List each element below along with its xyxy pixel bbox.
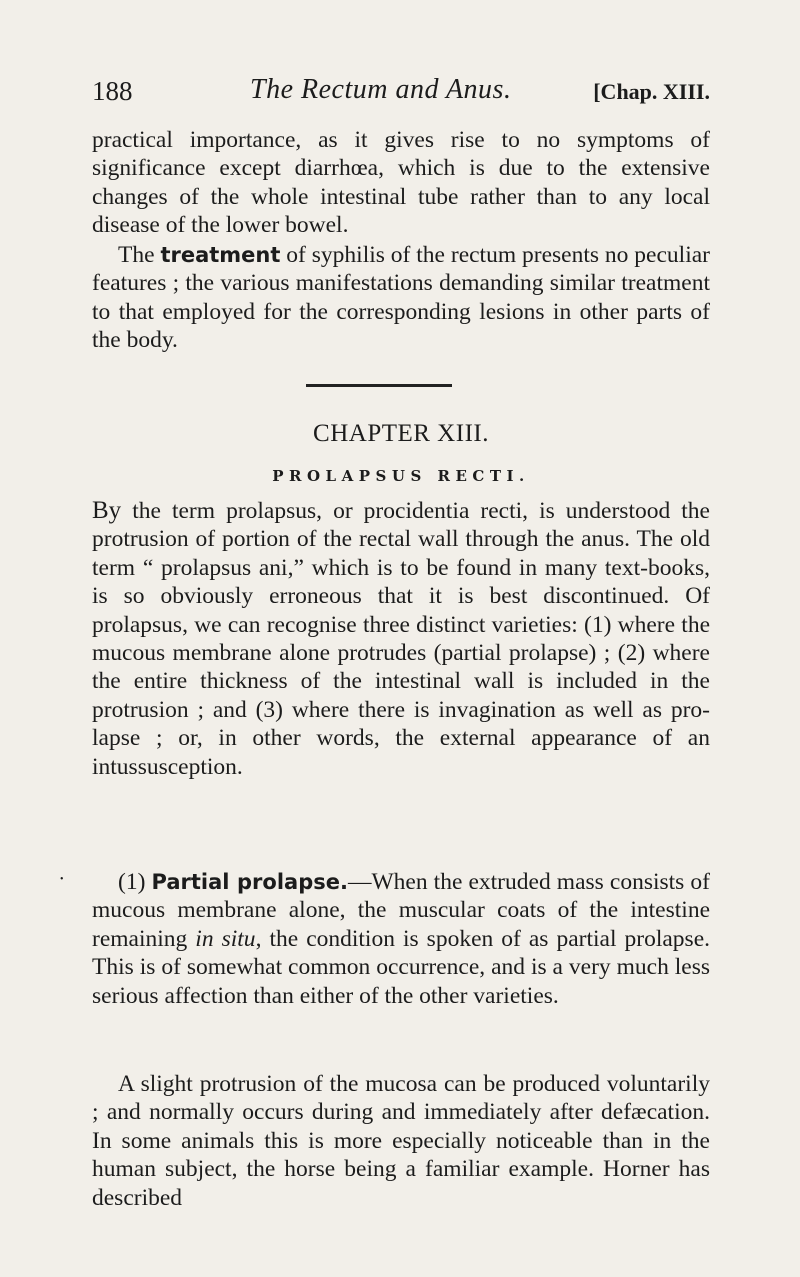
final-paragraph: A slight protrusion of the mucosa can be produced voluntarily ; and normally occurs during and immediately after defæcation. In some animals this is more especially noticeable than in the human subject, the horse being a familiar example. Horner has described — [92, 1071, 710, 1211]
intro-paragraph: practical importance, as it gives rise to no symptoms of significance except diarrhœa, which is due to the extensive changes of the whole intestinal tube rather than to any local disease of the lower bowel. — [92, 127, 710, 239]
partial-prolapse-text-b: , the condition is spoken of as partial prolapse. This is of somewhat common occurrence, and is a very much less serious affection than either of the other varieties. — [92, 925, 711, 1009]
definition-first-word: By — [92, 497, 122, 524]
definition-text: the term prolapsus, or procidentia recti, is understood the protrusion of portion of the rectal wall through the anus. The old term “ prolapsus ani,” which is to be found in many text-books, is so obviously erroneous that it is best discontinued. Of prolapsus, we can recognise three distinct varieties: (1) where the mucous membrane alone protrudes (partial prolapse) ; (2) where the entire thickness of the intestinal wall is included in the protrusion ; and (3) where there is invagination as well as prolapse ; or, in other words, the external appearance of an intussusception. — [92, 498, 710, 780]
margin-mark: • — [60, 874, 64, 885]
chapter-title: CHAPTER XIII. — [313, 420, 489, 447]
page-number: 188 — [92, 76, 133, 106]
definition-paragraph — [92, 497, 710, 781]
treatment-heading: treatment — [160, 243, 281, 267]
chapter-subtitle: PROLAPSUS RECTI. — [272, 467, 530, 485]
partial-prolapse-heading: Partial prolapse. — [151, 870, 348, 894]
running-title: The Rectum and Anus. — [250, 74, 512, 105]
partial-prolapse-paragraph — [92, 868, 710, 1010]
chapter-reference: [Chap. XIII. — [593, 79, 710, 104]
section-rule — [306, 384, 452, 387]
treatment-text: of syphilis of the rectum presents no peculiar features ; the various manifestations demanding similar treatment to that employed for the corresponding lesions in other parts of the body. — [92, 242, 710, 354]
in-situ-italic: in situ — [195, 925, 256, 952]
running-header — [92, 76, 710, 116]
treatment-lead: The — [118, 242, 161, 268]
partial-prolapse-text-a: —When the extruded mass consists of mucous membrane alone, the muscular coats of the intestine remaining — [92, 869, 710, 952]
treatment-paragraph — [92, 241, 710, 355]
partial-prolapse-number: (1) — [118, 869, 152, 895]
